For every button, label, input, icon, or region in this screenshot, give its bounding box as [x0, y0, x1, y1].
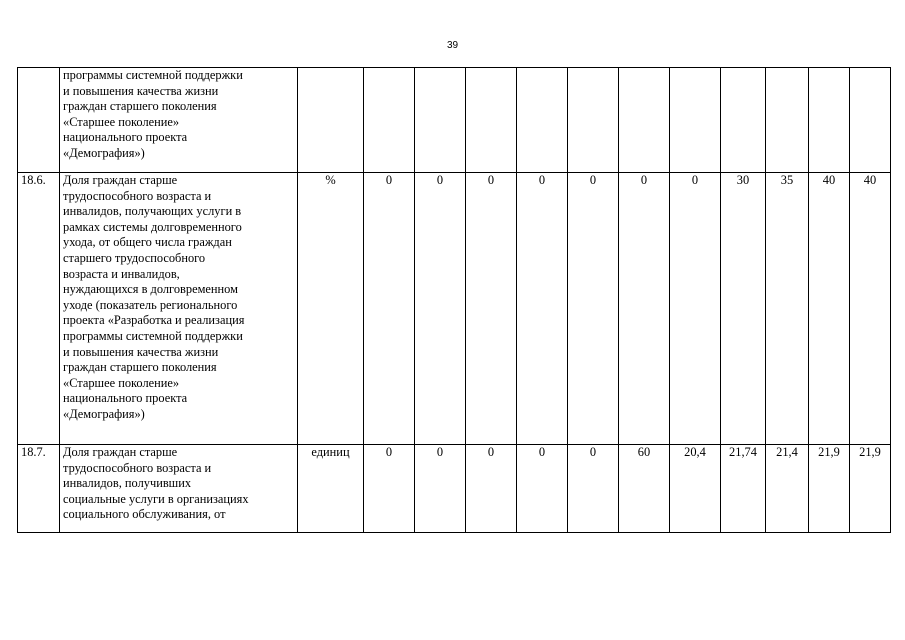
value-cell	[466, 68, 517, 173]
value-cell: 0	[517, 445, 568, 533]
indicator-name: Доля граждан старше трудоспособного возраста и инвалидов, получивших социальные услуги в организациях социального обслуживания, от	[60, 445, 298, 533]
value-cell: 0	[466, 173, 517, 445]
value-cell: 40	[850, 173, 891, 445]
value-cell: 0	[364, 445, 415, 533]
value-cell	[721, 68, 766, 173]
value-cell	[850, 68, 891, 173]
value-cell: 20,4	[670, 445, 721, 533]
row-number	[18, 68, 60, 173]
value-cell: 0	[415, 445, 466, 533]
unit-cell: единиц	[298, 445, 364, 533]
value-cell: 21,9	[809, 445, 850, 533]
value-cell	[517, 68, 568, 173]
value-cell: 21,4	[766, 445, 809, 533]
page-number: 39	[446, 40, 459, 51]
value-cell: 35	[766, 173, 809, 445]
value-cell	[415, 68, 466, 173]
value-cell: 0	[619, 173, 670, 445]
table-row	[18, 173, 891, 445]
value-cell: 21,74	[721, 445, 766, 533]
value-cell: 0	[568, 445, 619, 533]
value-cell: 30	[721, 173, 766, 445]
value-cell	[568, 68, 619, 173]
value-cell	[364, 68, 415, 173]
value-cell: 0	[415, 173, 466, 445]
row-number: 18.6.	[18, 173, 60, 445]
value-cell: 40	[809, 173, 850, 445]
value-cell: 0	[364, 173, 415, 445]
value-cell	[619, 68, 670, 173]
value-cell: 60	[619, 445, 670, 533]
value-cell: 0	[517, 173, 568, 445]
indicator-table	[17, 67, 891, 533]
value-cell	[670, 68, 721, 173]
value-cell	[809, 68, 850, 173]
unit-cell: %	[298, 173, 364, 445]
value-cell: 0	[670, 173, 721, 445]
indicator-name: программы системной поддержки и повышения качества жизни граждан старшего поколения «Старшее поколение» национального проекта «Демография»)	[60, 68, 298, 173]
table-row	[18, 445, 891, 533]
value-cell: 21,9	[850, 445, 891, 533]
value-cell: 0	[568, 173, 619, 445]
unit-cell	[298, 68, 364, 173]
value-cell	[766, 68, 809, 173]
row-number: 18.7.	[18, 445, 60, 533]
value-cell: 0	[466, 445, 517, 533]
indicator-name: Доля граждан старше трудоспособного возраста и инвалидов, получающих услуги в рамках системы долговременного ухода, от общего числа граждан старшего трудоспособного возраста и инвалидов, нуждающихся в долговременном уходе (показатель регионального проекта «Разработка и реализация программы системной поддержки и повышения качества жизни граждан старшего поколения «Старшее поколение» национального проекта «Демография»)	[60, 173, 298, 445]
table-row	[18, 68, 891, 173]
